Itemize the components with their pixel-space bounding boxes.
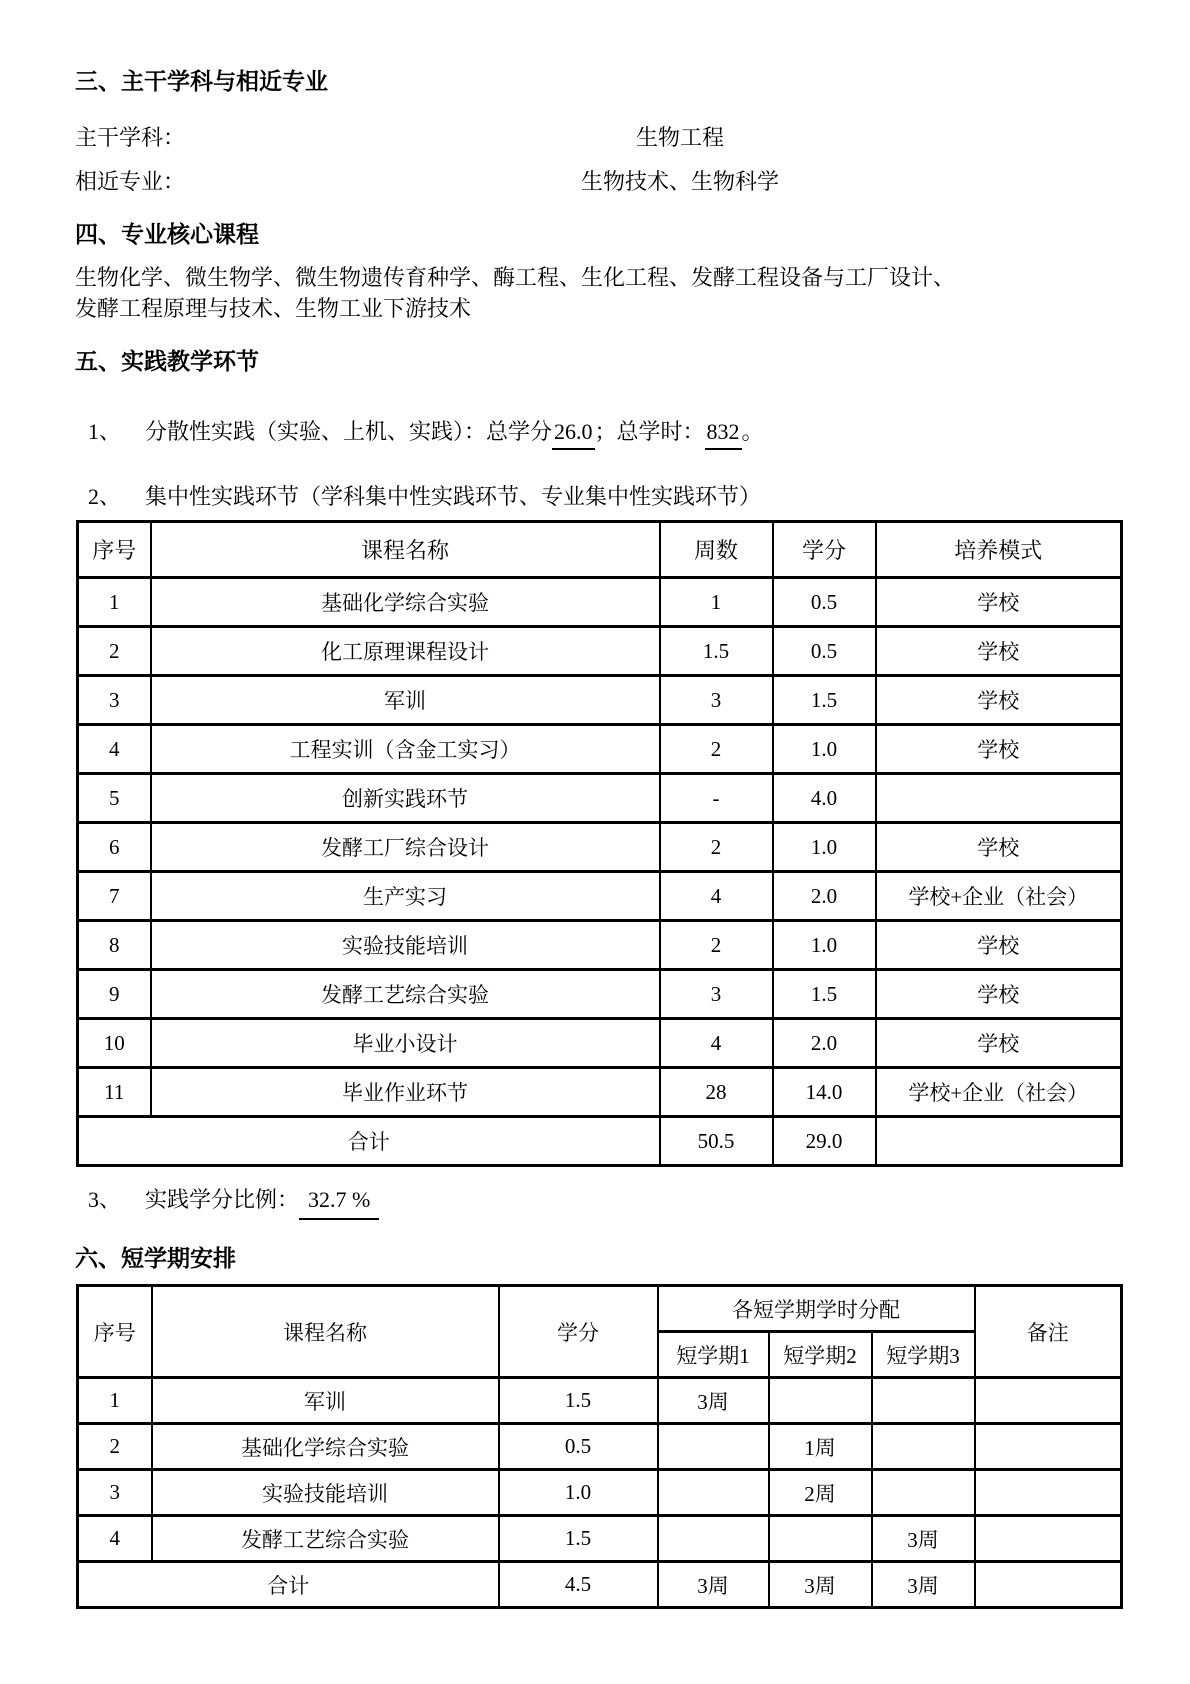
cell-mode: 学校	[876, 578, 1122, 627]
cell-course: 基础化学综合实验	[151, 578, 660, 627]
total-mode	[876, 1117, 1122, 1166]
item-1-text	[145, 417, 764, 450]
table-row	[78, 1470, 1122, 1516]
cell-course: 实验技能培训	[152, 1470, 499, 1516]
cell-num: 9	[78, 970, 151, 1019]
cell-term1	[658, 1424, 769, 1470]
table-row	[78, 1516, 1122, 1562]
cell-course: 化工原理课程设计	[151, 627, 660, 676]
practice-ratio-label: 实践学分比例：	[145, 1187, 300, 1212]
cell-num: 4	[78, 1516, 152, 1562]
cell-credits: 2.0	[773, 1019, 876, 1068]
cell-remark	[975, 1516, 1122, 1562]
cell-mode: 学校	[876, 1019, 1122, 1068]
table-row	[78, 774, 1122, 823]
item-1-text-mid: ；总学时：	[594, 419, 705, 444]
table-row	[78, 970, 1122, 1019]
cell-credits: 1.5	[499, 1378, 658, 1424]
cell-term2: 1周	[769, 1424, 872, 1470]
core-courses-line-2: 发酵工程原理与技术、生物工业下游技术	[75, 296, 472, 321]
cell-course: 生产实习	[151, 872, 660, 921]
practice-ratio-value: 32.7 %	[299, 1185, 379, 1220]
table-row	[78, 1424, 1122, 1470]
item-2-text: 集中性实践环节（学科集中性实践环节、专业集中性实践环节）	[145, 484, 762, 509]
cell-mode: 学校	[876, 823, 1122, 872]
cell-credits: 1.0	[773, 921, 876, 970]
table-row	[78, 1019, 1122, 1068]
core-courses-line-1: 生物化学、微生物学、微生物遗传育种学、酶工程、生化工程、发酵工程设备与工厂设计、	[75, 265, 956, 290]
cell-weeks: 1.5	[660, 627, 773, 676]
item-1-number: 1、	[88, 419, 122, 444]
cell-num: 3	[78, 676, 151, 725]
cell-num: 5	[78, 774, 151, 823]
main-discipline-value: 生物工程	[635, 125, 724, 150]
table-row	[78, 725, 1122, 774]
total-weeks: 50.5	[660, 1117, 773, 1166]
practice-col-header-num: 序号	[78, 522, 151, 578]
cell-num: 3	[78, 1470, 152, 1516]
short-col-header-remark: 备注	[975, 1286, 1122, 1378]
total-hours-value: 832	[705, 417, 742, 450]
cell-course: 发酵工艺综合实验	[151, 970, 660, 1019]
cell-credits: 14.0	[773, 1068, 876, 1117]
cell-num: 6	[78, 823, 151, 872]
item-3-text	[145, 1185, 379, 1219]
total-term2: 3周	[769, 1562, 872, 1608]
table-row	[78, 1068, 1122, 1117]
cell-course: 实验技能培训	[151, 921, 660, 970]
main-discipline-row	[75, 123, 1120, 153]
total-row	[78, 1562, 1122, 1608]
cell-weeks: 1	[660, 578, 773, 627]
cell-num: 10	[78, 1019, 151, 1068]
cell-term3	[872, 1378, 975, 1424]
related-majors-label: 相近专业：	[75, 169, 186, 194]
cell-num: 7	[78, 872, 151, 921]
practice-col-header-credits: 学分	[773, 522, 876, 578]
practice-item-2	[75, 482, 1120, 512]
cell-course: 毕业作业环节	[151, 1068, 660, 1117]
cell-term3: 3周	[872, 1516, 975, 1562]
total-label: 合计	[78, 1117, 660, 1166]
cell-mode	[876, 774, 1122, 823]
short-col-header-course: 课程名称	[152, 1286, 499, 1378]
table-row	[78, 578, 1122, 627]
cell-credits: 0.5	[773, 627, 876, 676]
table-row	[78, 627, 1122, 676]
cell-course: 基础化学综合实验	[152, 1424, 499, 1470]
cell-credits: 1.5	[773, 970, 876, 1019]
table-row	[78, 872, 1122, 921]
short-col-header-group: 各短学期学时分配	[658, 1286, 975, 1332]
section-heading-three: 三、主干学科与相近专业	[75, 68, 328, 94]
short-col-header-credits: 学分	[499, 1286, 658, 1378]
practice-table-header-row	[78, 522, 1122, 578]
cell-course: 毕业小设计	[151, 1019, 660, 1068]
practice-col-header-mode: 培养模式	[876, 522, 1122, 578]
cell-course: 创新实践环节	[151, 774, 660, 823]
core-courses-paragraph	[75, 262, 1120, 324]
item-1-text-after: 。	[741, 419, 764, 444]
cell-course: 军训	[151, 676, 660, 725]
total-credits-value: 26.0	[552, 417, 595, 450]
cell-course: 工程实训（含金工实习）	[151, 725, 660, 774]
cell-weeks: 2	[660, 823, 773, 872]
cell-mode: 学校	[876, 725, 1122, 774]
item-1-text-before: 分散性实践（实验、上机、实践）：总学分	[145, 419, 553, 444]
cell-weeks: 4	[660, 1019, 773, 1068]
cell-term3	[872, 1424, 975, 1470]
section-heading-four: 四、专业核心课程	[75, 221, 259, 247]
total-term3: 3周	[872, 1562, 975, 1608]
cell-term2: 2周	[769, 1470, 872, 1516]
cell-credits: 1.5	[773, 676, 876, 725]
short-col-header-num: 序号	[78, 1286, 152, 1378]
practice-col-header-weeks: 周数	[660, 522, 773, 578]
cell-term2	[769, 1516, 872, 1562]
cell-weeks: 28	[660, 1068, 773, 1117]
cell-term1	[658, 1470, 769, 1516]
cell-num: 1	[78, 578, 151, 627]
cell-term1: 3周	[658, 1378, 769, 1424]
cell-num: 11	[78, 1068, 151, 1117]
total-remark	[975, 1562, 1122, 1608]
practice-item-1	[75, 417, 1120, 450]
total-credits: 4.5	[499, 1562, 658, 1608]
cell-course: 发酵工艺综合实验	[152, 1516, 499, 1562]
table-row	[78, 1378, 1122, 1424]
total-row	[78, 1117, 1122, 1166]
cell-mode: 学校	[876, 970, 1122, 1019]
section-heading-six: 六、短学期安排	[75, 1245, 236, 1271]
total-credits: 29.0	[773, 1117, 876, 1166]
short-col-header-term1: 短学期1	[658, 1332, 769, 1378]
table-row	[78, 676, 1122, 725]
cell-num: 8	[78, 921, 151, 970]
cell-weeks: -	[660, 774, 773, 823]
short-table-header-row	[78, 1286, 1122, 1332]
practice-table	[76, 520, 1123, 1167]
cell-remark	[975, 1424, 1122, 1470]
table-row	[78, 823, 1122, 872]
cell-credits: 1.0	[499, 1470, 658, 1516]
cell-course: 发酵工厂综合设计	[151, 823, 660, 872]
cell-term1	[658, 1516, 769, 1562]
practice-item-3	[75, 1185, 1120, 1219]
cell-num: 1	[78, 1378, 152, 1424]
cell-mode: 学校	[876, 627, 1122, 676]
cell-mode: 学校	[876, 676, 1122, 725]
short-col-header-term2: 短学期2	[769, 1332, 872, 1378]
cell-weeks: 3	[660, 970, 773, 1019]
cell-weeks: 2	[660, 725, 773, 774]
cell-credits: 0.5	[499, 1424, 658, 1470]
cell-weeks: 2	[660, 921, 773, 970]
item-3-number: 3、	[88, 1187, 122, 1212]
cell-credits: 0.5	[773, 578, 876, 627]
cell-credits: 4.0	[773, 774, 876, 823]
cell-mode: 学校+企业（社会）	[876, 872, 1122, 921]
cell-credits: 1.0	[773, 823, 876, 872]
total-term1: 3周	[658, 1562, 769, 1608]
cell-num: 2	[78, 1424, 152, 1470]
related-majors-row	[75, 167, 1120, 197]
cell-credits: 2.0	[773, 872, 876, 921]
cell-num: 4	[78, 725, 151, 774]
cell-weeks: 4	[660, 872, 773, 921]
cell-remark	[975, 1378, 1122, 1424]
cell-mode: 学校	[876, 921, 1122, 970]
cell-term2	[769, 1378, 872, 1424]
cell-term3	[872, 1470, 975, 1516]
short-col-header-term3: 短学期3	[872, 1332, 975, 1378]
cell-mode: 学校+企业（社会）	[876, 1068, 1122, 1117]
item-2-number: 2、	[88, 484, 122, 509]
cell-course: 军训	[152, 1378, 499, 1424]
short-semester-table	[76, 1284, 1123, 1609]
total-label: 合计	[78, 1562, 499, 1608]
cell-weeks: 3	[660, 676, 773, 725]
cell-credits: 1.5	[499, 1516, 658, 1562]
main-discipline-label: 主干学科：	[75, 125, 186, 150]
cell-num: 2	[78, 627, 151, 676]
related-majors-value: 生物技术、生物科学	[580, 169, 779, 194]
table-row	[78, 921, 1122, 970]
section-heading-five: 五、实践教学环节	[75, 348, 259, 374]
practice-col-header-course: 课程名称	[151, 522, 660, 578]
cell-remark	[975, 1470, 1122, 1516]
cell-credits: 1.0	[773, 725, 876, 774]
